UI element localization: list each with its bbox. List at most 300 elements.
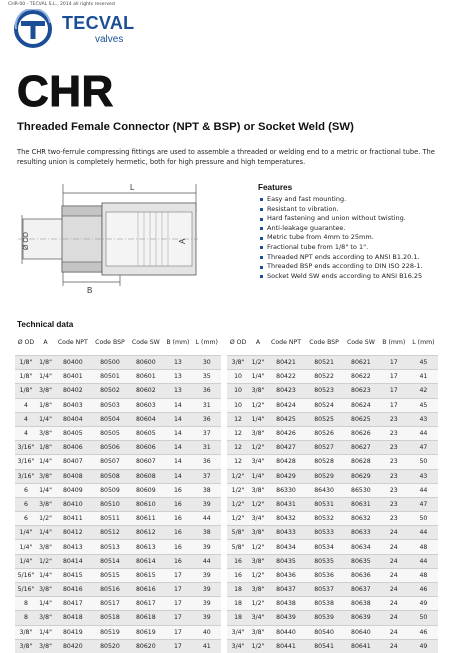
table-cell: 1/2" [249, 540, 267, 554]
table-cell: 86330 [267, 483, 305, 497]
table-cell: 80506 [92, 441, 129, 455]
table-row [15, 398, 221, 412]
table-cell: 1/2" [37, 554, 54, 568]
table-cell: 35 [193, 370, 221, 384]
header-code-sw: Code SW [131, 338, 160, 346]
copyright-notice: CHR-00 - TECVAL S.L., 2014 all rights reserved [8, 2, 115, 7]
table-cell: 16 [227, 554, 249, 568]
table-cell: 17 [379, 370, 409, 384]
table-cell: 17 [163, 611, 192, 625]
table-cell: 12 [227, 426, 249, 440]
table-cell: 1/4" [37, 412, 54, 426]
table-cell: 3/8" [227, 356, 249, 370]
table-cell: 36 [193, 384, 221, 398]
table-cell: 80431 [267, 497, 305, 511]
table-row [15, 469, 221, 483]
header-l: L (mm) [412, 338, 435, 346]
table-cell: 80516 [92, 583, 129, 597]
table-cell: 3/8" [37, 384, 54, 398]
table-cell: 5/16" [15, 583, 37, 597]
table-cell: 1/8" [37, 398, 54, 412]
table-cell: 14 [163, 469, 192, 483]
table-cell: 30 [193, 356, 221, 370]
table-cell: 80513 [92, 540, 129, 554]
table-cell: 1/4" [249, 370, 267, 384]
table-cell: 23 [379, 497, 409, 511]
table-cell: 44 [409, 554, 438, 568]
table-cell: 80624 [343, 398, 379, 412]
table-cell: 80415 [54, 568, 91, 582]
table-cell: 80627 [343, 441, 379, 455]
table-cell: 36 [193, 412, 221, 426]
table-cell: 80635 [343, 554, 379, 568]
table-cell: 44 [193, 554, 221, 568]
dimension-a-label: A [178, 238, 187, 244]
table-cell: 16 [163, 497, 192, 511]
features-heading: Features [258, 183, 293, 192]
table-cell: 1/2" [249, 398, 267, 412]
table-cell: 44 [193, 512, 221, 526]
feature-item: Threaded NPT ends according to ANSI B1.20.1. [258, 253, 448, 263]
table-cell: 80617 [128, 597, 163, 611]
table-cell: 80515 [92, 568, 129, 582]
table-cell: 23 [379, 469, 409, 483]
table-cell: 3/8" [249, 384, 267, 398]
table-cell: 80528 [305, 455, 343, 469]
table-row [15, 441, 221, 455]
table-cell: 80512 [92, 526, 129, 540]
table-cell: 80410 [54, 497, 91, 511]
table-cell: 80422 [267, 370, 305, 384]
table-cell: 1/2" [249, 356, 267, 370]
technical-table-right [227, 330, 438, 653]
table-cell: 17 [163, 568, 192, 582]
feature-item: Metric tube from 4mm to 25mm. [258, 233, 448, 243]
table-cell: 80520 [92, 639, 129, 653]
table-cell: 12 [227, 412, 249, 426]
table-cell: 16 [163, 512, 192, 526]
table-cell: 46 [409, 625, 438, 639]
table-row [15, 384, 221, 398]
table-row [227, 455, 438, 469]
table-cell: 17 [379, 398, 409, 412]
table-cell: 24 [379, 597, 409, 611]
table-cell: 40 [193, 625, 221, 639]
table-cell: 3/8" [37, 639, 54, 653]
header-code-bsp: Code BSP [95, 338, 125, 346]
table-cell: 41 [409, 370, 438, 384]
table-cell: 80412 [54, 526, 91, 540]
table-cell: 80622 [343, 370, 379, 384]
table-cell: 80539 [305, 611, 343, 625]
table-cell: 10 [227, 370, 249, 384]
dimension-l-label: L [130, 183, 135, 192]
feature-item: Easy and fast mounting. [258, 195, 448, 205]
table-cell: 8 [15, 597, 37, 611]
table-row [227, 540, 438, 554]
brand-tagline: valves [95, 34, 124, 45]
table-cell: 1/8" [15, 384, 37, 398]
table-cell: 10 [227, 398, 249, 412]
table-cell: 17 [163, 639, 192, 653]
table-cell: 23 [379, 426, 409, 440]
table-cell: 41 [193, 639, 221, 653]
table-cell: 80526 [305, 426, 343, 440]
table-cell: 80501 [92, 370, 129, 384]
table-cell: 6 [15, 497, 37, 511]
table-cell: 18 [227, 583, 249, 597]
table-row [15, 512, 221, 526]
table-cell: 1/2" [249, 597, 267, 611]
table-cell: 80437 [267, 583, 305, 597]
table-row [227, 426, 438, 440]
table-cell: 80505 [92, 426, 129, 440]
table-cell: 13 [163, 370, 192, 384]
table-cell: 14 [163, 412, 192, 426]
table-cell: 1/4" [249, 412, 267, 426]
table-row [15, 625, 221, 639]
table-cell: 80625 [343, 412, 379, 426]
table-cell: 3/16" [15, 441, 37, 455]
table-cell: 24 [379, 568, 409, 582]
table-cell: 80406 [54, 441, 91, 455]
table-cell: 80637 [343, 583, 379, 597]
table-cell: 80518 [92, 611, 129, 625]
table-row [227, 526, 438, 540]
product-description: The CHR two-ferrule compressing fittings are used to assemble a threaded or welding end to a metric or fractional tube. The resulting union is completely hermetic, both for high pressure and high temperatures. [17, 148, 435, 166]
table-cell: 44 [409, 426, 438, 440]
table-cell: 80529 [305, 469, 343, 483]
header-l: L (mm) [195, 338, 218, 346]
table-cell: 23 [379, 455, 409, 469]
table-cell: 86530 [343, 483, 379, 497]
table-cell: 1/2" [249, 568, 267, 582]
table-cell: 80504 [92, 412, 129, 426]
table-cell: 1/2" [227, 512, 249, 526]
table-cell: 3/4" [249, 455, 267, 469]
table-cell: 1/4" [249, 469, 267, 483]
table-cell: 80416 [54, 583, 91, 597]
table-cell: 48 [409, 568, 438, 582]
table-cell: 80631 [343, 497, 379, 511]
table-cell: 3/8" [37, 497, 54, 511]
table-cell: 42 [409, 384, 438, 398]
table-row [227, 469, 438, 483]
table-cell: 1/8" [15, 356, 37, 370]
table-cell: 80634 [343, 540, 379, 554]
tecval-logo-mark [12, 9, 56, 49]
table-cell: 80440 [267, 625, 305, 639]
table-cell: 1/8" [15, 370, 37, 384]
table-cell: 3/8" [37, 611, 54, 625]
feature-item: Anti-leakage guarantee. [258, 224, 448, 234]
table-cell: 39 [193, 497, 221, 511]
brand-name: TECVAL [62, 13, 135, 33]
table-cell: 3/8" [249, 625, 267, 639]
table-cell: 17 [379, 356, 409, 370]
table-cell: 80531 [305, 497, 343, 511]
table-row [15, 370, 221, 384]
table-row [15, 356, 221, 370]
table-cell: 23 [379, 512, 409, 526]
table-cell: 80503 [92, 398, 129, 412]
table-cell: 80417 [54, 597, 91, 611]
table-cell: 80441 [267, 639, 305, 653]
table-row [227, 370, 438, 384]
table-cell: 80536 [305, 568, 343, 582]
table-row [227, 483, 438, 497]
table-cell: 80636 [343, 568, 379, 582]
feature-item: Hard fastening and union without twisting. [258, 214, 448, 224]
table-cell: 46 [409, 583, 438, 597]
table-cell: 80404 [54, 412, 91, 426]
table-cell: 80640 [343, 625, 379, 639]
table-cell: 5/8" [227, 540, 249, 554]
table-cell: 24 [379, 554, 409, 568]
table-cell: 16 [227, 568, 249, 582]
dimension-b-label: B [87, 286, 93, 295]
table-cell: 80514 [92, 554, 129, 568]
table-cell: 80600 [128, 356, 163, 370]
table-cell: 80538 [305, 597, 343, 611]
table-row [15, 568, 221, 582]
table-cell: 24 [379, 625, 409, 639]
header-b: B (mm) [382, 338, 406, 346]
table-cell: 3/4" [249, 512, 267, 526]
table-cell: 80424 [267, 398, 305, 412]
header-code-bsp: Code BSP [309, 338, 339, 346]
table-cell: 3/8" [249, 526, 267, 540]
table-cell: 1/4" [37, 568, 54, 582]
table-cell: 80425 [267, 412, 305, 426]
table-cell: 39 [193, 568, 221, 582]
table-cell: 80621 [343, 356, 379, 370]
table-cell: 12 [227, 441, 249, 455]
table-cell: 80403 [54, 398, 91, 412]
feature-item: Resistant to vibration. [258, 205, 448, 215]
table-cell: 80405 [54, 426, 91, 440]
table-cell: 39 [193, 540, 221, 554]
header-a: A [43, 338, 48, 346]
table-cell: 80623 [343, 384, 379, 398]
table-cell: 24 [379, 526, 409, 540]
table-cell: 80602 [128, 384, 163, 398]
table-cell: 10 [227, 384, 249, 398]
table-cell: 80436 [267, 568, 305, 582]
table-cell: 3/4" [227, 639, 249, 653]
table-cell: 24 [379, 611, 409, 625]
header-code-sw: Code SW [346, 338, 375, 346]
table-cell: 39 [193, 583, 221, 597]
table-cell: 3/8" [37, 469, 54, 483]
table-cell: 80407 [54, 455, 91, 469]
table-cell: 1/2" [249, 639, 267, 653]
table-row [227, 412, 438, 426]
connector-drawing [18, 182, 198, 297]
table-cell: 8 [15, 611, 37, 625]
table-cell: 80605 [128, 426, 163, 440]
table-cell: 80423 [267, 384, 305, 398]
table-cell: 80620 [128, 639, 163, 653]
table-row [15, 483, 221, 497]
table-cell: 3/8" [249, 426, 267, 440]
table-cell: 1/2" [37, 512, 54, 526]
table-cell: 1/4" [37, 483, 54, 497]
table-cell: 5/8" [227, 526, 249, 540]
table-cell: 1/4" [15, 554, 37, 568]
table-cell: 16 [163, 483, 192, 497]
table-cell: 18 [227, 597, 249, 611]
table-row [227, 597, 438, 611]
feature-item: Threaded BSP ends according to DIN ISO 228-1. [258, 262, 448, 272]
table-cell: 80615 [128, 568, 163, 582]
table-cell: 80606 [128, 441, 163, 455]
table-cell: 80418 [54, 611, 91, 625]
table-row [227, 384, 438, 398]
table-row [15, 583, 221, 597]
table-cell: 13 [163, 384, 192, 398]
table-cell: 80420 [54, 639, 91, 653]
product-title: Threaded Female Connector (NPT & BSP) or Socket Weld (SW) [17, 121, 354, 133]
feature-item: Socket Weld SW ends according to ANSI B16.25 [258, 272, 448, 282]
table-cell: 80639 [343, 611, 379, 625]
table-cell: 39 [193, 611, 221, 625]
table-cell: 80426 [267, 426, 305, 440]
table-cell: 80414 [54, 554, 91, 568]
table-cell: 80525 [305, 412, 343, 426]
table-cell: 80517 [92, 597, 129, 611]
table-cell: 80616 [128, 583, 163, 597]
table-cell: 80507 [92, 455, 129, 469]
table-cell: 80432 [267, 512, 305, 526]
features-list [258, 195, 448, 281]
features-section [258, 183, 448, 281]
table-cell: 80439 [267, 611, 305, 625]
dimension-od-label: Ø OD [23, 232, 30, 250]
table-cell: 80532 [305, 512, 343, 526]
table-row [227, 512, 438, 526]
table-cell: 80608 [128, 469, 163, 483]
table-cell: 3/8" [249, 483, 267, 497]
table-row [15, 497, 221, 511]
table-cell: 80527 [305, 441, 343, 455]
table-cell: 80629 [343, 469, 379, 483]
table-cell: 80521 [305, 356, 343, 370]
table-cell: 80611 [128, 512, 163, 526]
table-cell: 80641 [343, 639, 379, 653]
table-row [227, 441, 438, 455]
table-cell: 6 [15, 483, 37, 497]
table-cell: 80522 [305, 370, 343, 384]
table-cell: 3/16" [15, 469, 37, 483]
table-row [15, 540, 221, 554]
table-cell: 80540 [305, 625, 343, 639]
table-cell: 3/16" [15, 455, 37, 469]
table-cell: 31 [193, 441, 221, 455]
table-cell: 3/8" [37, 540, 54, 554]
table-cell: 80502 [92, 384, 129, 398]
table-cell: 5/16" [15, 568, 37, 582]
table-cell: 50 [409, 611, 438, 625]
table-cell: 38 [193, 483, 221, 497]
table-cell: 80508 [92, 469, 129, 483]
table-cell: 80413 [54, 540, 91, 554]
header-a: A [255, 338, 261, 346]
table-cell: 80428 [267, 455, 305, 469]
table-cell: 37 [193, 426, 221, 440]
table-cell: 80419 [54, 625, 91, 639]
table-cell: 80434 [267, 540, 305, 554]
table-row [227, 625, 438, 639]
table-cell: 80541 [305, 639, 343, 653]
table-cell: 80421 [267, 356, 305, 370]
table-cell: 47 [409, 441, 438, 455]
table-cell: 17 [163, 597, 192, 611]
table-row [227, 583, 438, 597]
table-cell: 80510 [92, 497, 129, 511]
table-cell: 37 [193, 469, 221, 483]
table-cell: 80618 [128, 611, 163, 625]
table-cell: 80613 [128, 540, 163, 554]
table-cell: 80509 [92, 483, 129, 497]
table-row [15, 412, 221, 426]
table-cell: 80438 [267, 597, 305, 611]
table-cell: 80409 [54, 483, 91, 497]
header-od: Ø OD [17, 338, 35, 346]
table-cell: 24 [379, 540, 409, 554]
table-cell: 1/8" [37, 441, 54, 455]
table-cell: 24 [379, 639, 409, 653]
table-row [15, 426, 221, 440]
table-cell: 80400 [54, 356, 91, 370]
table-cell: 80619 [128, 625, 163, 639]
table-cell: 13 [163, 356, 192, 370]
table-cell: 1/4" [15, 526, 37, 540]
table-row [227, 398, 438, 412]
table-cell: 80427 [267, 441, 305, 455]
table-cell: 16 [163, 526, 192, 540]
table-cell: 1/2" [249, 497, 267, 511]
table-cell: 6 [15, 512, 37, 526]
table-cell: 14 [163, 455, 192, 469]
table-cell: 50 [409, 512, 438, 526]
table-cell: 86430 [305, 483, 343, 497]
table-row [227, 639, 438, 653]
table-cell: 12 [227, 455, 249, 469]
table-cell: 17 [379, 384, 409, 398]
table-cell: 14 [163, 441, 192, 455]
table-cell: 3/8" [37, 426, 54, 440]
table-cell: 49 [409, 639, 438, 653]
table-cell: 3/4" [249, 611, 267, 625]
table-cell: 1/4" [37, 625, 54, 639]
table-cell: 80607 [128, 455, 163, 469]
table-cell: 49 [409, 597, 438, 611]
table-cell: 36 [193, 455, 221, 469]
table-cell: 4 [15, 426, 37, 440]
table-cell: 80401 [54, 370, 91, 384]
table-cell: 38 [193, 526, 221, 540]
table-cell: 1/8" [37, 356, 54, 370]
table-cell: 23 [379, 412, 409, 426]
table-cell: 80534 [305, 540, 343, 554]
tecval-logo [12, 9, 135, 49]
table-cell: 3/4" [227, 625, 249, 639]
table-cell: 80408 [54, 469, 91, 483]
table-cell: 80519 [92, 625, 129, 639]
table-cell: 80524 [305, 398, 343, 412]
table-row [227, 497, 438, 511]
